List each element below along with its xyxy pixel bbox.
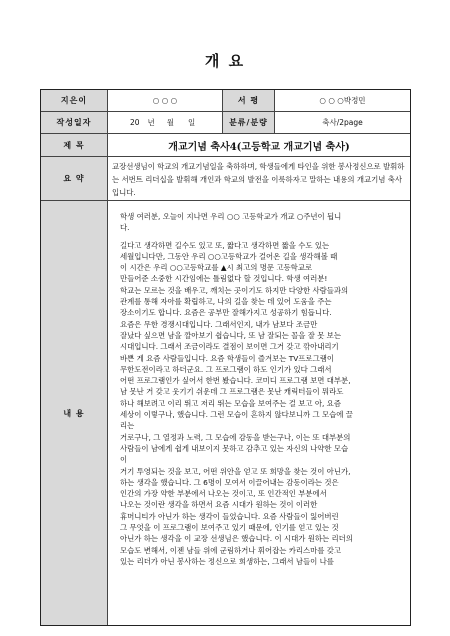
content-line: 세월입니다만, 그동안 우리 ○○고등학교가 걸어온 길을 생각해볼 때 [120, 251, 338, 261]
title-label: 제 목 [41, 134, 108, 156]
title-row [41, 134, 410, 157]
content-line: 다. [120, 223, 130, 233]
content-label: 내 용 [41, 201, 108, 625]
content-line: 학교는 모르는 것을 배우고, 깨치는 곳이기도 하지만 다양한 사람들과의 [120, 285, 349, 295]
content-line: 시대입니다. 그래서 조금이라도 결점이 보이면 그거 갖고 깎아내리기 [120, 342, 339, 352]
title-value: 개교기념 축사4(고등학교 개교기념 축사) [168, 141, 350, 153]
content-line: 리는 [120, 421, 135, 431]
author-label: 지은이 [41, 90, 108, 111]
content-line: 관계를 통해 자아를 확립하고, 나의 길을 찾는 데 있어 도움을 주는 [120, 297, 332, 307]
category-label: 분류/분량 [223, 112, 275, 133]
content-line: 그 무엇을 이 프로그램이 보여주고 있기 때문에, 인기를 얻고 있는 것 [120, 523, 339, 533]
content-line: 세상이 이렇구나, 했습니다. 그런 모습이 흔하지 않다보니까 그 모습에 끌 [120, 410, 353, 420]
content-row [41, 201, 410, 625]
summary-label: 요 약 [41, 157, 108, 200]
editor-label: 서 평 [223, 90, 275, 111]
content-line: 있는 리더가 아닌 봉사하는 정신으로 희생하는, 그래서 남들이 나를 [120, 556, 334, 566]
content-line: 이 [120, 455, 128, 465]
category-value: 축사/2page [322, 118, 363, 127]
content-line: 모습도 변해서, 이젠 남들 위에 군림하거나 휘어잡는 카리스마를 갖고 [120, 545, 342, 555]
content-line: 만들어준 소중한 시간임에는 틀림없다 할 것입니다. 학생 여러분! [120, 274, 328, 284]
date-row [41, 112, 410, 134]
author-row [41, 90, 410, 112]
content-line: 하는 생각을 했습니다. 그 6명이 모여서 이끌어내는 감동이라는 것은 [120, 477, 339, 487]
document-title: 개 요 [204, 52, 246, 70]
content-line: 바쁜 게 요즘 사람들입니다. 요즘 학생들이 즐겨보는 TV프로그램이 [120, 353, 334, 363]
date-year-unit: 년 [147, 118, 155, 127]
editor-value: ○ ○ ○박정민 [319, 96, 366, 105]
content-line: 장소이기도 합니다. 요즘은 공부만 잘해가지고 성공하기 힘듭니다. [120, 308, 332, 318]
content-line: 이 시간은 우리 ○○고등학교를 ▲시 최고의 명문 고등학교로 [120, 263, 313, 273]
content-line: 인간의 가장 약한 부분에서 나오는 것이고, 또 인간적인 부분에서 [120, 489, 327, 499]
content-line: 아닌가 하는 생각을 이 교장 선생님은 했습니다. 이 시대가 원하는 리더의 [120, 534, 353, 544]
date-month-unit: 월 [166, 118, 175, 127]
content-line: 잘났다 싶으면 남을 깔아보기 쉽습니다, 또 남 잘되는 꼴을 잘 못 보는 [120, 330, 341, 340]
content-body [108, 201, 410, 625]
content-line: 무한도전이라고 하더군요. 그 프로그램이 하도 인기가 있다 그래서 [120, 364, 332, 374]
content-line: 나오는 것이란 생각을 하면서 요즘 시대가 원하는 것이 이러한 [120, 500, 318, 510]
date-label: 작성일자 [41, 112, 108, 133]
date-value [108, 112, 223, 133]
content-line: 요즘은 무한 경쟁시대입니다. 그래서인지, 내가 남보다 조금만 [120, 319, 318, 329]
content-lines [120, 207, 353, 567]
content-line: 거로구나, 그 열정과 노력, 그 모습에 감동을 받는구나, 이는 또 대부분의 [120, 432, 351, 442]
author-value: ○ ○ ○ [108, 90, 223, 111]
content-line: 거기 투영되는 것을 보고, 어떤 위안을 얻고 또 희망을 찾는 것이 아닌가, [120, 466, 351, 476]
summary-table [40, 89, 411, 626]
content-line: 휴머니티가 아닌가 하는 생각이 들었습니다. 요즘 사람들이 잃어버린 [120, 511, 339, 521]
content-line: 어떤 프로그램인가 싶어서 한번 봤습니다. 코미디 프로그램 보면 대부분, [120, 376, 351, 386]
content-line: 사람들이 남에게 쉽게 내보이지 못하고 감추고 있는 자신의 나약한 모습 [120, 443, 349, 453]
summary-text: 교장선생님이 학교의 개교기념일을 축하하며, 학생들에게 타인을 위한 봉사정신으로 발휘하는 서번트 리더십을 발휘해 개인과 학교의 발전을 이룩하자고 말하는 내용의 개교기념 축사입니다. [112, 162, 405, 197]
content-line: 남 못난 거 갖고 웃기기 쉬운데 그 프로그램은 못난 캐릭터들이 뭐라도 [120, 387, 344, 397]
summary-row [41, 157, 410, 201]
date-year: 20 [130, 118, 140, 127]
date-day-unit: 일 [188, 118, 196, 127]
content-line: 학생 여러분, 오늘이 지나면 우리 ○○ 고등학교가 개교 ○주년이 됩니 [120, 212, 342, 221]
content-line: 길다고 생각하면 길수도 있고 또, 짧다고 생각하면 짧을 수도 있는 [120, 240, 330, 250]
content-line: 하나 해보려고 이리 뛰고 저리 뛰는 모습을 보여주는 걸 보고 아, 요즘 [120, 398, 341, 408]
